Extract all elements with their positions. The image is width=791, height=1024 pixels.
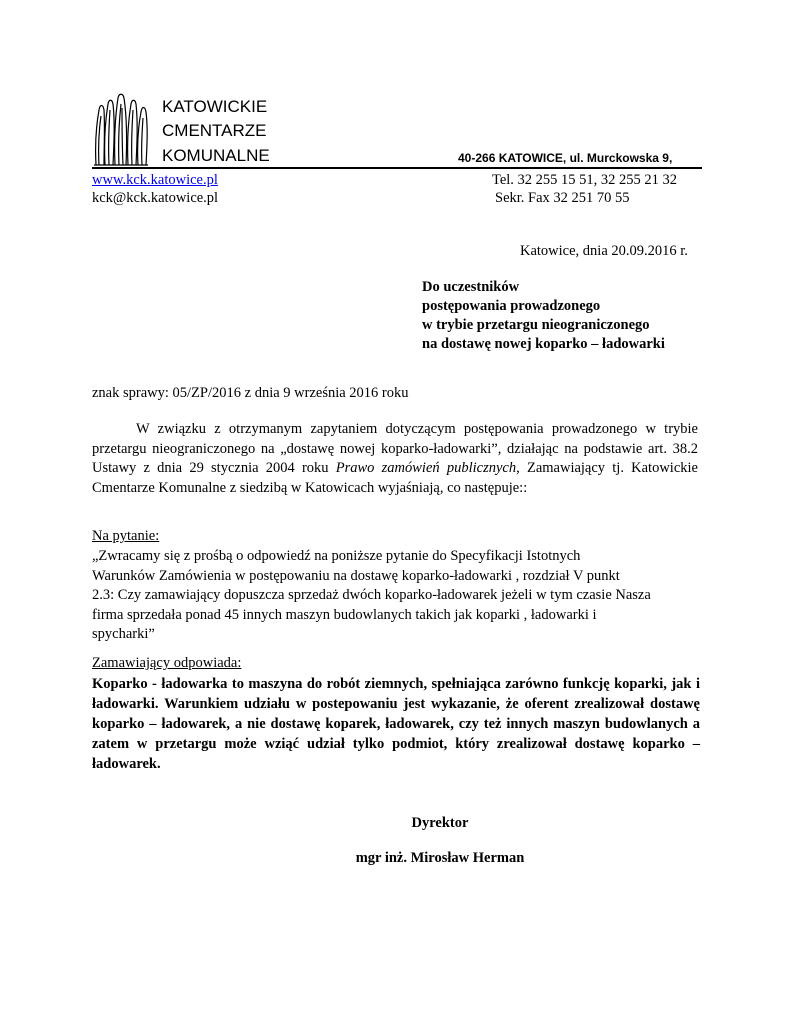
phone-numbers: Tel. 32 255 15 51, 32 255 21 32 bbox=[492, 172, 678, 188]
org-name-line1: KATOWICKIE bbox=[162, 97, 268, 116]
intro-text-1: W związku z otrzymanym zapytaniem dotyczącym postępowania prowadzonego w trybie przetargu nieograniczonego na „dostawę nowej koparko-ładowarki”, działając na podstawie art. 38.2 Ustawy z dnia 29 stycznia 2004 roku bbox=[92, 421, 698, 476]
law-name: Prawo zamówień publicznych bbox=[335, 460, 517, 476]
question-line: 2.3: Czy zamawiający dopuszcza sprzedaż dwóch koparko-ładowarek jeżeli w tym czasie Nasza bbox=[92, 587, 651, 603]
question-line: „Zwracamy się z prośbą o odpowiedź na poniższe pytanie do Specyfikacji Istotnych bbox=[92, 548, 581, 564]
addressee-line: postępowania prowadzonego bbox=[422, 298, 601, 314]
intro-text-2: , Zamawiający tj. Katowickie Cmentarze Komunalne z siedzibą w Katowicach wyjaśniają, co następuje:: bbox=[92, 460, 698, 496]
website-link[interactable]: www.kck.katowice.pl bbox=[92, 172, 218, 188]
org-name-line3: KOMUNALNE bbox=[162, 146, 270, 165]
org-address: 40-266 KATOWICE, ul. Murckowska 9, bbox=[458, 151, 673, 165]
question-line: firma sprzedała ponad 45 innych maszyn budowlanych takich jak koparki , ładowarki i bbox=[92, 606, 597, 623]
answer-text: Koparko - ładowarka to maszyna do robót ziemnych, spełniająca zarówno funkcję koparki, jak i ładowarki. Warunkiem udziału w postepowaniu jest wykazanie, że oferent zrealizował dostawę koparko – ładowarek, a nie dostawę koparek, ładowarek, czy też innych maszyn budowlanych a zatem w przetargu może wziąć udział tylko podmiot, który zrealizował dostawę koparko – ładowarek. bbox=[92, 676, 700, 772]
signature-name: mgr inż. Mirosław Herman bbox=[355, 850, 525, 866]
addressee-line: na dostawę nowej koparko – ładowarki bbox=[422, 336, 665, 352]
fax-number: Sekr. Fax 32 251 70 55 bbox=[495, 190, 630, 206]
addressee-line: Do uczestników bbox=[422, 279, 520, 295]
question-line: Warunków Zamówienia w postępowaniu na dostawę koparko-ładowarki , rozdział V punkt bbox=[92, 567, 620, 584]
addressee-block bbox=[422, 278, 665, 354]
cemetery-logo-icon bbox=[92, 92, 150, 166]
header-divider bbox=[92, 167, 702, 169]
addressee-line: w trybie przetargu nieograniczonego bbox=[422, 317, 650, 333]
date-line: Katowice, dnia 20.09.2016 r. bbox=[520, 243, 688, 259]
question-heading: Na pytanie: bbox=[92, 528, 160, 544]
question-text bbox=[92, 547, 712, 645]
case-reference: znak sprawy: 05/ZP/2016 z dnia 9 września 2016 roku bbox=[92, 385, 409, 401]
org-name-line2: CMENTARZE bbox=[162, 121, 267, 140]
answer-heading: Zamawiający odpowiada: bbox=[92, 655, 242, 671]
intro-paragraph bbox=[92, 420, 698, 498]
signature-title: Dyrektor bbox=[411, 815, 469, 831]
email-address: kck@kck.katowice.pl bbox=[92, 190, 219, 206]
question-line: spycharki” bbox=[92, 626, 155, 642]
